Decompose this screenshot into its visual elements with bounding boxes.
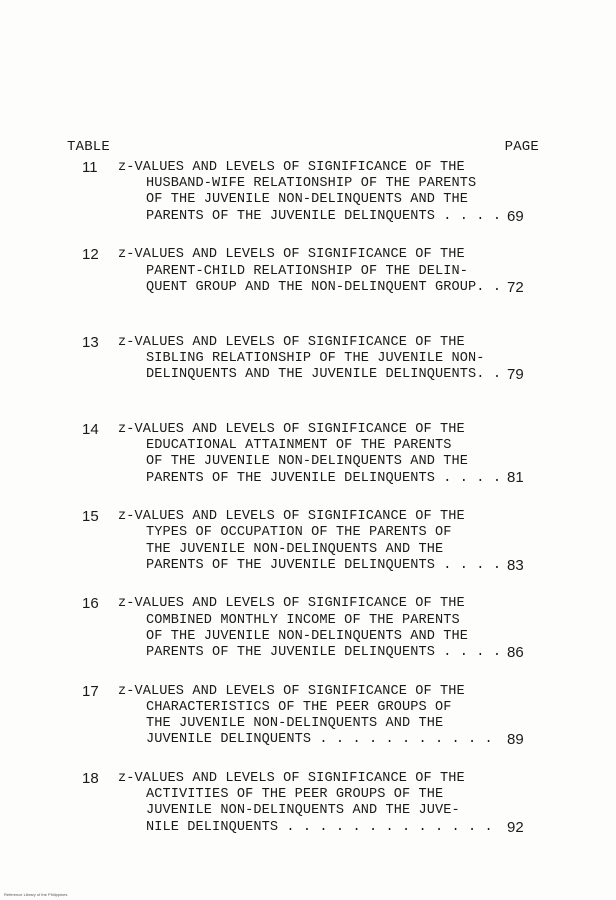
title-line: z-VALUES AND LEVELS OF SIGNIFICANCE OF THE <box>118 421 465 437</box>
table-title <box>118 509 502 574</box>
title-line: THE JUVENILE NON-DELINQUENTS AND THE <box>146 716 444 732</box>
page-number: 86 <box>507 644 524 662</box>
title-line: JUVENILE NON-DELINQUENTS AND THE JUVE- <box>146 803 460 819</box>
title-line: PARENT-CHILD RELATIONSHIP OF THE DELIN- <box>146 263 469 279</box>
table-column-header: TABLE <box>67 139 111 155</box>
page-number: 69 <box>507 207 524 225</box>
page-number: 92 <box>507 818 524 836</box>
title-line: z-VALUES AND LEVELS OF SIGNIFICANCE OF THE <box>118 247 465 263</box>
table-number: 18 <box>82 770 99 788</box>
title-line: z-VALUES AND LEVELS OF SIGNIFICANCE OF THE <box>118 596 465 612</box>
table-number: 13 <box>82 333 99 351</box>
title-line: CHARACTERISTICS OF THE PEER GROUPS OF <box>146 699 452 715</box>
title-line: NILE DELINQUENTS . . . . . . . . . . . . . <box>146 819 493 835</box>
table-title <box>118 421 502 487</box>
table-number: 15 <box>82 508 99 526</box>
title-line: OF THE JUVENILE NON-DELINQUENTS AND THE <box>146 454 469 470</box>
scan-footer-text: Reference Library of the Philippines <box>4 892 68 897</box>
table-number: 12 <box>82 246 99 264</box>
title-line: THE JUVENILE NON-DELINQUENTS AND THE <box>146 541 444 557</box>
title-line: z-VALUES AND LEVELS OF SIGNIFICANCE OF THE <box>118 160 465 175</box>
title-line: OF THE JUVENILE NON-DELINQUENTS AND THE <box>146 192 469 208</box>
list-item <box>0 247 616 334</box>
page-number: 72 <box>507 278 524 296</box>
title-line: TYPES OF OCCUPATION OF THE PARENTS OF <box>146 525 452 541</box>
title-line: EDUCATIONAL ATTAINMENT OF THE PARENTS <box>146 438 452 454</box>
list-item <box>0 422 616 509</box>
title-line: PARENTS OF THE JUVENILE DELINQUENTS . . . . <box>146 645 502 661</box>
title-line: OF THE JUVENILE NON-DELINQUENTS AND THE <box>146 628 469 644</box>
title-line: PARENTS OF THE JUVENILE DELINQUENTS . . . . <box>146 557 502 573</box>
table-title <box>118 334 502 384</box>
title-line: DELINQUENTS AND THE JUVENILE DELINQUENTS. . <box>146 367 502 382</box>
page-number: 79 <box>507 365 524 383</box>
list-item <box>0 335 616 422</box>
page-number: 89 <box>507 731 524 749</box>
list-item <box>0 160 616 247</box>
list-item <box>0 509 616 596</box>
title-line: HUSBAND-WIFE RELATIONSHIP OF THE PARENTS <box>146 176 477 192</box>
title-line: JUVENILE DELINQUENTS . . . . . . . . . . . <box>146 732 493 748</box>
table-title <box>118 684 498 749</box>
title-line: z-VALUES AND LEVELS OF SIGNIFICANCE OF THE <box>118 509 465 525</box>
page-number: 81 <box>507 469 524 487</box>
title-line: PARENTS OF THE JUVENILE DELINQUENTS . . . . <box>146 208 502 224</box>
table-number: 16 <box>82 595 99 613</box>
title-line: PARENTS OF THE JUVENILE DELINQUENTS . . . . <box>146 470 502 486</box>
title-line: QUENT GROUP AND THE NON-DELINQUENT GROUP. . <box>146 279 502 295</box>
table-title <box>118 771 498 836</box>
table-title <box>118 160 502 225</box>
list-item <box>0 596 616 683</box>
title-line: ACTIVITIES OF THE PEER GROUPS OF THE <box>146 787 444 803</box>
table-title <box>118 596 502 661</box>
list-item <box>0 771 616 858</box>
title-line: z-VALUES AND LEVELS OF SIGNIFICANCE OF THE <box>118 683 465 699</box>
list-item <box>0 684 616 771</box>
page-number: 83 <box>507 556 524 574</box>
list-of-tables <box>0 160 616 858</box>
table-number: 14 <box>82 420 99 438</box>
page-column-header: PAGE <box>504 139 539 155</box>
title-line: COMBINED MONTHLY INCOME OF THE PARENTS <box>146 612 460 628</box>
table-number: 11 <box>82 159 98 176</box>
table-title <box>118 247 502 296</box>
title-line: z-VALUES AND LEVELS OF SIGNIFICANCE OF THE <box>118 771 465 787</box>
title-line: SIBLING RELATIONSHIP OF THE JUVENILE NON- <box>146 350 485 366</box>
title-line: z-VALUES AND LEVELS OF SIGNIFICANCE OF THE <box>118 334 465 350</box>
table-number: 17 <box>82 682 99 700</box>
